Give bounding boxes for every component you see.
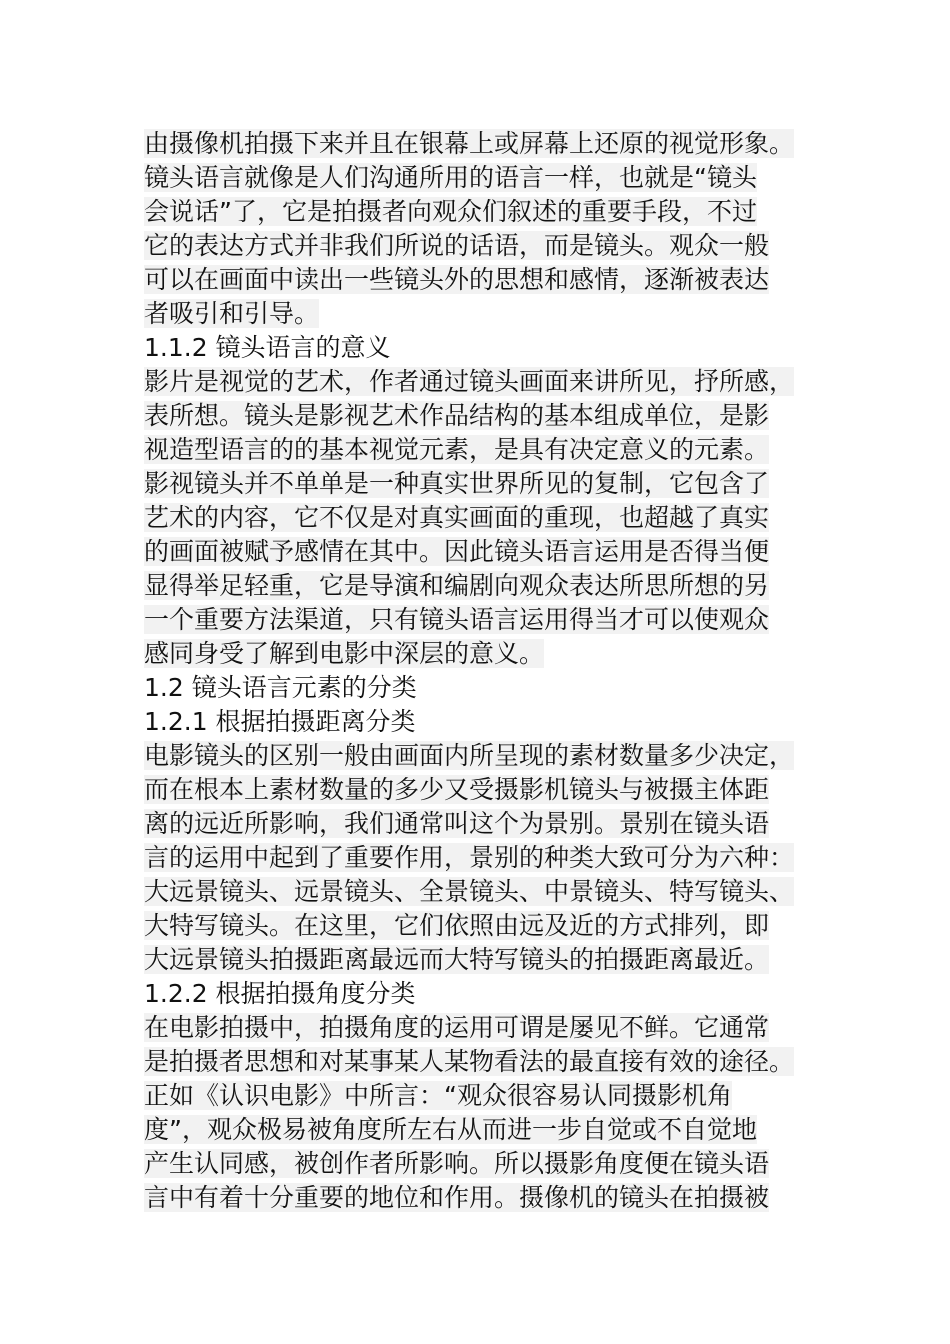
paragraph-line — [144, 1113, 824, 1147]
section-heading — [144, 977, 824, 1011]
paragraph-line — [144, 841, 824, 875]
paragraph-line — [144, 637, 824, 671]
paragraph-line-text: 视造型语言的的基本视觉元素，是具有决定意义的元素。 — [144, 435, 770, 464]
paragraph-line — [144, 1181, 824, 1215]
section-heading-text: 1.2.1 根据拍摄距离分类 — [144, 707, 416, 736]
paragraph-line-text: 大远景镜头、远景镜头、全景镜头、中景镜头、特写镜头、 — [144, 877, 795, 906]
section-heading-text: 1.2.2 根据拍摄角度分类 — [144, 979, 416, 1008]
paragraph-line-text: 可以在画面中读出一些镜头外的思想和感情，逐渐被表达 — [144, 265, 770, 294]
paragraph-line — [144, 773, 824, 807]
paragraph-line-text: 影片是视觉的艺术，作者通过镜头画面来讲所见，抒所感， — [144, 367, 795, 396]
paragraph-line — [144, 127, 824, 161]
paragraph-line-text: 者吸引和引导。 — [144, 299, 320, 328]
paragraph-line — [144, 1079, 824, 1113]
paragraph-line — [144, 1147, 824, 1181]
document-body — [144, 127, 824, 1215]
section-heading — [144, 705, 824, 739]
paragraph-line-text: 度”，观众极易被角度所左右从而进一步自觉或不自觉地 — [144, 1115, 757, 1144]
paragraph-line-text: 言中有着十分重要的地位和作用。摄像机的镜头在拍摄被 — [144, 1183, 770, 1212]
paragraph-line — [144, 263, 824, 297]
paragraph-line — [144, 1011, 824, 1045]
paragraph-line-text: 是拍摄者思想和对某事某人某物看法的最直接有效的途径。 — [144, 1047, 795, 1076]
paragraph-line-text: 感同身受了解到电影中深层的意义。 — [144, 639, 545, 668]
paragraph-line — [144, 467, 824, 501]
paragraph-line — [144, 195, 824, 229]
section-heading — [144, 671, 824, 705]
paragraph-line-text: 而在根本上素材数量的多少又受摄影机镜头与被摄主体距 — [144, 775, 770, 804]
paragraph-line-text: 一个重要方法渠道，只有镜头语言运用得当才可以使观众 — [144, 605, 770, 634]
paragraph-line-text: 大远景镜头拍摄距离最远而大特写镜头的拍摄距离最近。 — [144, 945, 770, 974]
paragraph-line — [144, 399, 824, 433]
paragraph-line — [144, 807, 824, 841]
paragraph-line-text: 显得举足轻重，它是导演和编剧向观众表达所思所想的另 — [144, 571, 770, 600]
paragraph-line — [144, 569, 824, 603]
paragraph-line-text: 离的远近所影响，我们通常叫这个为景别。景别在镜头语 — [144, 809, 770, 838]
paragraph-line — [144, 739, 824, 773]
paragraph-line-text: 影视镜头并不单单是一种真实世界所见的复制，它包含了 — [144, 469, 770, 498]
paragraph-line — [144, 909, 824, 943]
paragraph-line — [144, 1045, 824, 1079]
paragraph-line — [144, 161, 824, 195]
paragraph-line — [144, 501, 824, 535]
paragraph-line — [144, 297, 824, 331]
paragraph-line-text: 镜头语言就像是人们沟通所用的语言一样，也就是“镜头 — [144, 163, 757, 192]
paragraph-line — [144, 535, 824, 569]
paragraph-line — [144, 229, 824, 263]
paragraph-line-text: 产生认同感，被创作者所影响。所以摄影角度便在镜头语 — [144, 1149, 770, 1178]
paragraph-line-text: 艺术的内容，它不仅是对真实画面的重现，也超越了真实 — [144, 503, 770, 532]
paragraph-line-text: 它的表达方式并非我们所说的话语，而是镜头。观众一般 — [144, 231, 770, 260]
paragraph-line — [144, 365, 824, 399]
paragraph-line-text: 会说话”了，它是拍摄者向观众们叙述的重要手段，不过 — [144, 197, 757, 226]
paragraph-line-text: 言的运用中起到了重要作用，景别的种类大致可分为六种： — [144, 843, 795, 872]
paragraph-line-text: 电影镜头的区别一般由画面内所呈现的素材数量多少决定， — [144, 741, 795, 770]
paragraph-line-text: 由摄像机拍摄下来并且在银幕上或屏幕上还原的视觉形象。 — [144, 129, 795, 158]
paragraph-line — [144, 875, 824, 909]
paragraph-line-text: 正如《认识电影》中所言：“观众很容易认同摄影机角 — [144, 1081, 732, 1110]
paragraph-line-text: 在电影拍摄中，拍摄角度的运用可谓是屡见不鲜。它通常 — [144, 1013, 770, 1042]
paragraph-line-text: 表所想。镜头是影视艺术作品结构的基本组成单位，是影 — [144, 401, 770, 430]
paragraph-line — [144, 433, 824, 467]
paragraph-line-text: 的画面被赋予感情在其中。因此镜头语言运用是否得当便 — [144, 537, 770, 566]
paragraph-line-text: 大特写镜头。在这里，它们依照由远及近的方式排列，即 — [144, 911, 770, 940]
paragraph-line — [144, 943, 824, 977]
section-heading-text: 1.1.2 镜头语言的意义 — [144, 333, 391, 362]
paragraph-line — [144, 603, 824, 637]
section-heading — [144, 331, 824, 365]
section-heading-text: 1.2 镜头语言元素的分类 — [144, 673, 417, 702]
